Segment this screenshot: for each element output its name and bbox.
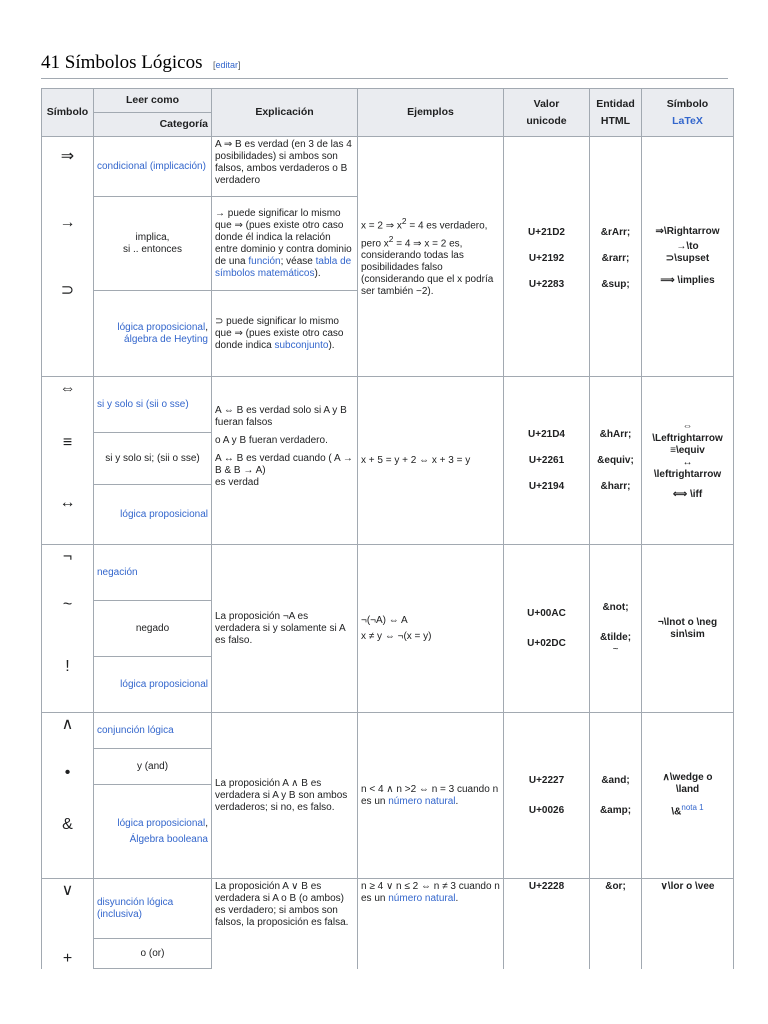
edit-link[interactable]: [editar] <box>212 60 241 70</box>
header-examples: Ejemplos <box>358 89 504 137</box>
header-html: Entidad HTML <box>590 89 642 137</box>
latex-link[interactable]: LaTeX <box>672 114 703 127</box>
read-iff-2: si y solo si; (sii o sse) <box>94 433 212 485</box>
symbols-equivalence: ⇔ ≡ ↔ <box>42 377 94 545</box>
category-equivalence[interactable]: lógica proposicional <box>94 485 212 545</box>
html-conjunction: &and; &amp; <box>590 713 642 879</box>
symbols-disjunction: ∨ + <box>42 879 94 969</box>
unicode-implication: U+21D2 U+2192 U+2283 <box>504 137 590 377</box>
read-disjunction[interactable]: disyunción lógica (inclusiva) <box>94 879 212 939</box>
header-symbol: Símbolo <box>42 89 94 137</box>
header-read-as: Leer como <box>94 89 212 113</box>
symbols-conjunction: ∧ • & <box>42 713 94 879</box>
unicode-conjunction: U+2227 U+0026 <box>504 713 590 879</box>
exp-implication-1: A ⇒ B es verdad (en 3 de las 4 posibilidades) si ambos son falsos, ambos verdaderos o B verdadero <box>212 137 358 197</box>
examples-equivalence: x + 5 = y + 2 ⇔ x + 3 = y <box>358 377 504 545</box>
link-tabla-simbolos[interactable]: tabla de símbolos matemáticos <box>215 255 352 279</box>
latex-conjunction: ∧\wedge o \land \&$^{nota 1}$ <box>642 713 734 879</box>
section-title: 41 Símbolos Lógicos <box>41 52 203 73</box>
nota-link[interactable]: nota 1 <box>681 803 704 813</box>
read-iff[interactable]: si y solo si (sii o sse) <box>94 377 212 433</box>
examples-negation: ¬(¬A) ⇔ A x ≠ y ⇔ ¬(x = y) <box>358 545 504 713</box>
category-negation[interactable]: lógica proposicional <box>94 657 212 713</box>
logic-symbols-table <box>41 88 734 969</box>
read-and: y (and) <box>94 749 212 785</box>
latex-negation: ¬\lnot o \neg sin\sim <box>642 545 734 713</box>
exp-conjunction: La proposición A ∧ B es verdadera si A y B son ambos verdaderos; si no, es falso. <box>212 713 358 879</box>
link-funcion[interactable]: función <box>248 255 281 267</box>
read-or: o (or) <box>94 939 212 969</box>
section-heading <box>41 52 728 79</box>
category-conjunction: lógica proposicional, Álgebra booleana <box>94 785 212 879</box>
read-conditional[interactable]: condicional (implicación) <box>94 137 212 197</box>
category-implication: lógica proposicional, álgebra de Heyting <box>94 291 212 377</box>
read-implies: implica, si .. entonces <box>94 197 212 291</box>
html-implication: &rArr; &rarr; &sup; <box>590 137 642 377</box>
header-latex: Símbolo LaTeX <box>642 89 734 137</box>
link-subconjunto[interactable]: subconjunto <box>274 339 329 351</box>
unicode-negation: U+00AC U+02DC <box>504 545 590 713</box>
examples-conjunction: n < 4 ∧ n >2 ⇔ n = 3 cuando n es un número natural. <box>358 713 504 879</box>
latex-disjunction: ∨\lor o \vee <box>642 879 734 969</box>
html-negation: &not; &tilde; ~ <box>590 545 642 713</box>
exp-equivalence: A ⇔ B es verdad solo si A y B fueran falsos o A y B fueran verdadero. A ↔ B es verdad cuando ( A → B & B → A) es verdad <box>212 377 358 545</box>
read-negated: negado <box>94 601 212 657</box>
examples-implication: x = 2 ⇒ $x^2 = 4$ es verdadero, pero $x^2 = 4$ ⇒ x = 2 es, considerando todas las posibilidades falso (considerando que el x podría ser también −2). <box>358 137 504 377</box>
unicode-equivalence: U+21D4 U+2261 U+2194 <box>504 377 590 545</box>
latex-equivalence: ⇔ \Leftrightarrow ≡\equiv ↔ \leftrightarrow ⟺ \iff <box>642 377 734 545</box>
html-equivalence: &hArr; &equiv; &harr; <box>590 377 642 545</box>
symbols-negation: ¬ ~ ! <box>42 545 94 713</box>
exp-negation: La proposición ¬A es verdadera si y solamente si A es falso. <box>212 545 358 713</box>
unicode-disjunction: U+2228 <box>504 879 590 969</box>
read-conjunction[interactable]: conjunción lógica <box>94 713 212 749</box>
header-category: Categoría <box>94 113 212 137</box>
header-unicode: Valor unicode <box>504 89 590 137</box>
exp-disjunction: La proposición A ∨ B es verdadera si A o B (o ambos) es verdadero; si ambos son falsos, la proposición es falsa. <box>212 879 358 969</box>
exp-implication-2: → puede significar lo mismo que ⇒ (pues existe otro caso donde él indica la relación entre dominio y contra dominio de una función; véase tabla de símbolos matemáticos). <box>212 197 358 291</box>
symbols-implication: ⇒ → ⊃ <box>42 137 94 377</box>
html-disjunction: &or; <box>590 879 642 969</box>
examples-disjunction: n ≥ 4 ∨ n ≤ 2 ⇔ n ≠ 3 cuando n es un número natural. <box>358 879 504 969</box>
read-negation[interactable]: negación <box>94 545 212 601</box>
header-explanation: Explicación <box>212 89 358 137</box>
latex-implication: ⇒\Rightarrow →\to ⊃\supset ⟹ \implies <box>642 137 734 377</box>
exp-implication-3: ⊃ puede significar lo mismo que ⇒ (pues existe otro caso donde indica subconjunto). <box>212 291 358 377</box>
